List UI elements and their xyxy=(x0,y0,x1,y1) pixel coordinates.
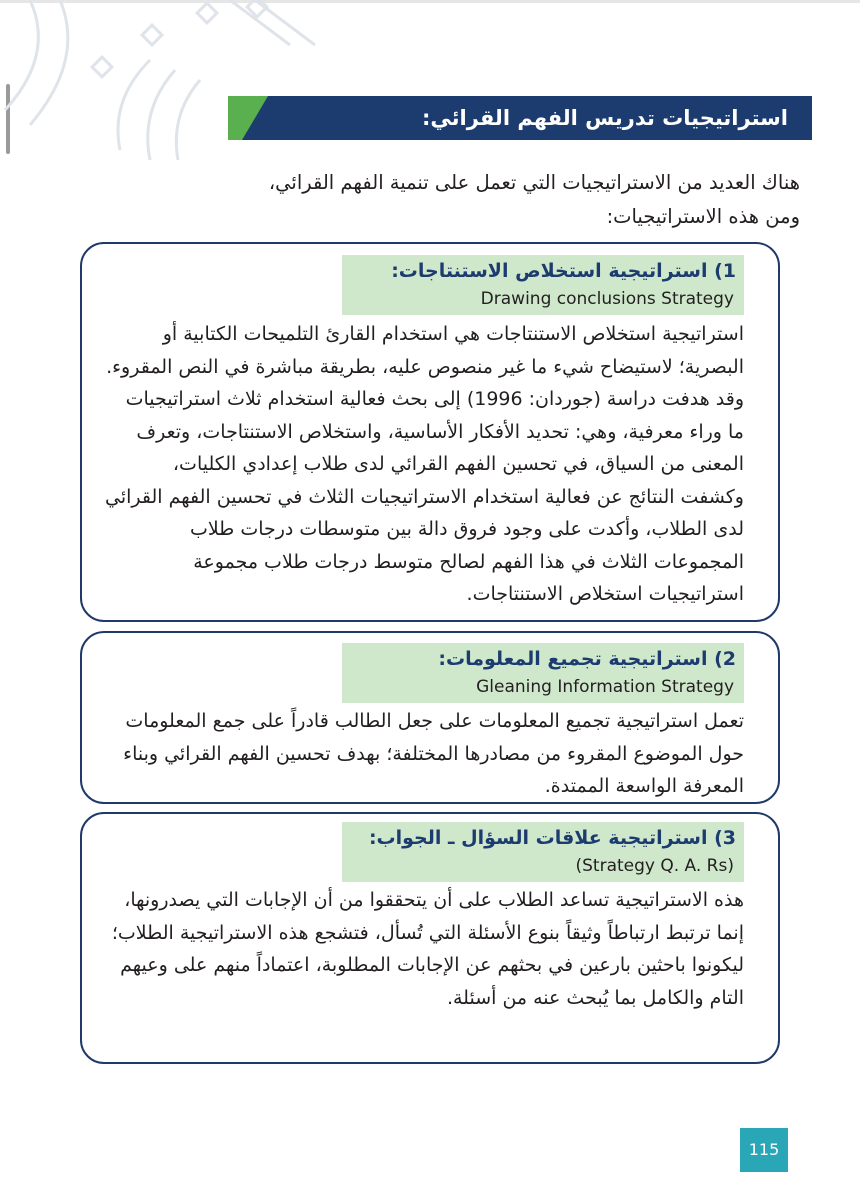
section-title-banner xyxy=(228,96,812,140)
strategy-paragraph: تعمل استراتيجية تجميع المعلومات على جعل الطالب قادراً على جمع المعلومات حول الموضوع المقروء من مصادرها المختلفة؛ بهدف تحسين الفهم القرائي وبناء المعرفة الواسعة الممتدة. xyxy=(123,710,744,797)
intro-line: ومن هذه الاستراتيجيات: xyxy=(606,205,800,228)
section-title: استراتيجيات تدريس الفهم القرائي: xyxy=(422,106,788,130)
strategy-heading xyxy=(342,643,744,703)
strategy-body xyxy=(104,705,744,803)
strategy-heading-arabic: 2) استراتيجية تجميع المعلومات: xyxy=(438,648,736,670)
strategy-body xyxy=(104,884,744,1014)
strategy-heading-english: Drawing conclusions Strategy xyxy=(480,289,734,309)
strategy-heading-english: (Strategy Q. A. Rs) xyxy=(575,856,734,876)
strategy-box-1 xyxy=(80,242,780,622)
strategy-box-3 xyxy=(80,812,780,1064)
strategy-heading-arabic: 1) استراتيجية استخلاص الاستنتاجات: xyxy=(391,260,736,282)
strategy-box-2 xyxy=(80,631,780,804)
strategy-paragraph: وقد هدفت دراسة (جوردان: 1996) إلى بحث فعالية استخدام ثلاث استراتيجيات ما وراء معرفية، وهي: تحديد الأفكار الأساسية، واستخلاص الاستنتاجات، وتعرف المعنى من السياق، في تحسين الفهم القرائي لدى طلاب إعدادي الكليات، وكشفت النتائج عن فعالية استخدام الاستراتيجيات الثلاث في تحسين الفهم القرائي لدى الطلاب، وأكدت على وجود فروق دالة بين متوسطات درجات طلاب المجموعات الثلاث في هذا الفهم لصالح متوسط درجات طلاب مجموعة استراتيجيات استخلاص الاستنتاجات. xyxy=(105,388,744,605)
intro-line: هناك العديد من الاستراتيجيات التي تعمل على تنمية الفهم القرائي، xyxy=(268,171,800,194)
strategy-heading xyxy=(342,822,744,882)
strategy-heading-arabic: 3) استراتيجية علاقات السؤال ـ الجواب: xyxy=(368,827,736,849)
strategy-heading-english: Gleaning Information Strategy xyxy=(476,677,734,697)
strategy-heading xyxy=(342,255,744,315)
strategy-body xyxy=(104,318,744,611)
intro-paragraph xyxy=(120,166,800,234)
strategy-paragraph: هذه الاستراتيجية تساعد الطلاب على أن يتحققوا من أن الإجابات التي يصدرونها، إنما ترتبط ارتباطاً وثيقاً بنوع الأسئلة التي تُسأل، فتشجع هذه الاستراتيجية الطلاب؛ ليكونوا باحثين بارعين في بحثهم عن الإجابات المطلوبة، اعتماداً منهم على وعيهم التام والكامل بما يُبحث عنه من أسئلة. xyxy=(111,889,744,1009)
strategy-paragraph: استراتيجية استخلاص الاستنتاجات هي استخدام القارئ التلميحات الكتابية أو البصرية؛ لاستيضاح شيء ما غير منصوص عليه، بطريقة مباشرة في النص المقروء. xyxy=(106,323,744,378)
page-number-badge: 115 xyxy=(740,1128,788,1172)
